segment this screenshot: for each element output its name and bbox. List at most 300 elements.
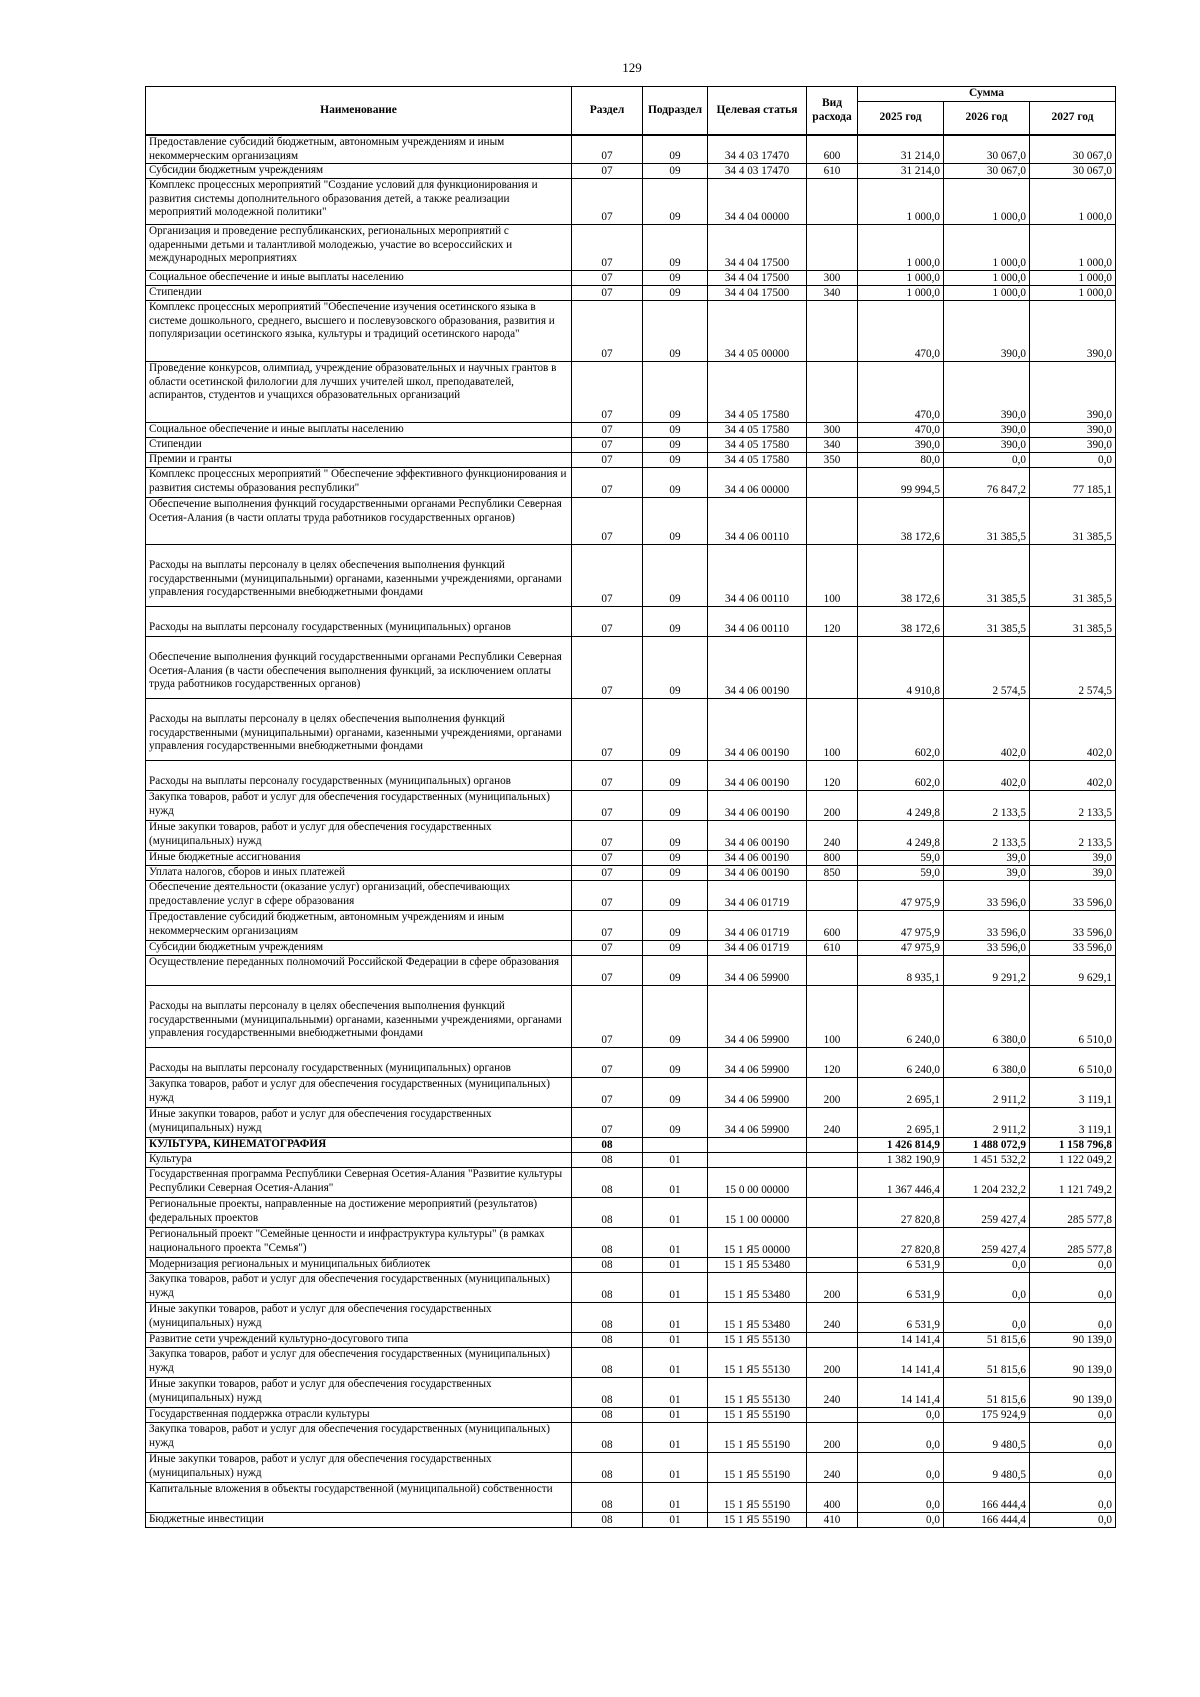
cell-name: Социальное обеспечение и иные выплаты населению [146,271,572,286]
cell-sum-2025: 31 214,0 [858,135,944,163]
cell-sum-2026: 0,0 [944,453,1030,468]
cell-podrazdel: 09 [643,866,708,881]
cell-sum-2027: 1 122 049,2 [1030,1153,1116,1168]
table-row [146,179,1116,225]
cell-celevaya-statya: 34 4 06 59900 [708,1078,807,1108]
table-row [146,164,1116,179]
cell-razdel: 08 [572,1333,643,1348]
table-row [146,866,1116,881]
cell-razdel: 07 [572,286,643,301]
cell-celevaya-statya: 15 1 Я5 55190 [708,1513,807,1528]
cell-vid-raskhoda: 100 [807,986,858,1048]
cell-vid-raskhoda: 340 [807,286,858,301]
cell-sum-2026: 1 000,0 [944,225,1030,271]
cell-name: Стипендии [146,438,572,453]
cell-sum-2027: 90 139,0 [1030,1378,1116,1408]
cell-sum-2027: 0,0 [1030,453,1116,468]
header-summa: Сумма [858,87,1116,102]
table-row [146,271,1116,286]
cell-sum-2025: 602,0 [858,761,944,791]
cell-celevaya-statya: 15 1 Я5 55130 [708,1378,807,1408]
cell-sum-2025: 1 000,0 [858,179,944,225]
cell-razdel: 07 [572,941,643,956]
table-row [146,1168,1116,1198]
cell-podrazdel: 09 [643,545,708,607]
cell-podrazdel: 09 [643,438,708,453]
cell-vid-raskhoda: 200 [807,1273,858,1303]
cell-razdel: 07 [572,225,643,271]
cell-name: Бюджетные инвестиции [146,1513,572,1528]
cell-sum-2027: 402,0 [1030,699,1116,761]
cell-sum-2025: 1 426 814,9 [858,1138,944,1153]
cell-podrazdel: 09 [643,1078,708,1108]
cell-sum-2025: 390,0 [858,438,944,453]
header-2027: 2027 год [1030,101,1116,135]
cell-sum-2027: 77 185,1 [1030,468,1116,498]
cell-sum-2026: 2 133,5 [944,821,1030,851]
cell-name: Иные закупки товаров, работ и услуг для обеспечения государственных (муниципальных) нужд [146,1303,572,1333]
cell-celevaya-statya: 34 4 06 59900 [708,1108,807,1138]
cell-podrazdel: 09 [643,1048,708,1078]
cell-vid-raskhoda: 100 [807,699,858,761]
cell-name: Комплекс процессных мероприятий " Обеспечение эффективного функционирования и развития системы образования республики" [146,468,572,498]
cell-sum-2025: 59,0 [858,866,944,881]
table-row [146,1378,1116,1408]
table-row [146,911,1116,941]
cell-name: Закупка товаров, работ и услуг для обеспечения государственных (муниципальных) нужд [146,1273,572,1303]
cell-vid-raskhoda: 200 [807,1078,858,1108]
cell-sum-2027: 285 577,8 [1030,1228,1116,1258]
cell-sum-2025: 14 141,4 [858,1333,944,1348]
cell-name: Иные закупки товаров, работ и услуг для обеспечения государственных (муниципальных) нужд [146,1453,572,1483]
cell-sum-2025: 4 910,8 [858,637,944,699]
cell-celevaya-statya: 34 4 05 00000 [708,301,807,362]
table-row [146,699,1116,761]
cell-name: Уплата налогов, сборов и иных платежей [146,866,572,881]
cell-celevaya-statya: 34 4 06 00190 [708,866,807,881]
cell-name: Региональные проекты, направленные на достижение мероприятий (результатов) федеральных проектов [146,1198,572,1228]
cell-sum-2027: 0,0 [1030,1408,1116,1423]
cell-name: Расходы на выплаты персоналу в целях обеспечения выполнения функций государственными (муниципальными) органами, казенными учреждениями, органами управления государственными внебюджетными фондами [146,986,572,1048]
cell-podrazdel: 01 [643,1153,708,1168]
cell-sum-2027: 39,0 [1030,866,1116,881]
cell-sum-2026: 0,0 [944,1273,1030,1303]
cell-sum-2025: 47 975,9 [858,941,944,956]
cell-celevaya-statya: 15 1 Я5 53480 [708,1258,807,1273]
cell-sum-2025: 1 000,0 [858,271,944,286]
cell-razdel: 08 [572,1303,643,1333]
cell-razdel: 08 [572,1258,643,1273]
cell-podrazdel: 09 [643,941,708,956]
table-row [146,1333,1116,1348]
cell-sum-2027: 2 133,5 [1030,791,1116,821]
cell-sum-2026: 1 451 532,2 [944,1153,1030,1168]
cell-vid-raskhoda: 300 [807,271,858,286]
cell-name: Капитальные вложения в объекты государственной (муниципальной) собственности [146,1483,572,1513]
cell-razdel: 07 [572,1108,643,1138]
cell-podrazdel: 01 [643,1198,708,1228]
cell-razdel: 07 [572,423,643,438]
cell-podrazdel: 09 [643,821,708,851]
cell-sum-2027: 402,0 [1030,761,1116,791]
table-row [146,761,1116,791]
cell-name: Иные бюджетные ассигнования [146,851,572,866]
cell-sum-2026: 51 815,6 [944,1378,1030,1408]
cell-celevaya-statya: 34 4 06 00110 [708,607,807,637]
cell-podrazdel: 01 [643,1423,708,1453]
cell-podrazdel: 01 [643,1408,708,1423]
cell-razdel: 07 [572,453,643,468]
cell-razdel: 08 [572,1408,643,1423]
cell-razdel: 07 [572,881,643,911]
cell-podrazdel: 09 [643,607,708,637]
table-row [146,1423,1116,1453]
cell-name: Предоставление субсидий бюджетным, автономным учреждениям и иным некоммерческим организациям [146,135,572,163]
cell-podrazdel: 01 [643,1483,708,1513]
cell-podrazdel: 09 [643,271,708,286]
table-row [146,821,1116,851]
table-row [146,791,1116,821]
cell-sum-2027: 2 574,5 [1030,637,1116,699]
cell-podrazdel: 01 [643,1378,708,1408]
cell-podrazdel: 09 [643,468,708,498]
header-celevaya-statya: Целевая статья [708,87,807,136]
cell-name: Организация и проведение республиканских, региональных мероприятий с одаренными детьми и талантливой молодежью, участие во всероссийских и международных мероприятиях [146,225,572,271]
cell-razdel: 07 [572,791,643,821]
cell-celevaya-statya: 15 1 Я5 55190 [708,1408,807,1423]
cell-celevaya-statya: 34 4 06 00190 [708,761,807,791]
budget-table [145,86,1116,1528]
cell-vid-raskhoda: 340 [807,438,858,453]
cell-name: Иные закупки товаров, работ и услуг для обеспечения государственных (муниципальных) нужд [146,1378,572,1408]
cell-name: КУЛЬТУРА, КИНЕМАТОГРАФИЯ [146,1138,572,1153]
cell-name: Закупка товаров, работ и услуг для обеспечения государственных (муниципальных) нужд [146,791,572,821]
cell-sum-2026: 9 480,5 [944,1453,1030,1483]
table-row [146,453,1116,468]
cell-sum-2027: 39,0 [1030,851,1116,866]
table-row [146,986,1116,1048]
cell-celevaya-statya: 34 4 03 17470 [708,135,807,163]
cell-celevaya-statya: 15 1 Я5 55190 [708,1483,807,1513]
cell-sum-2027: 33 596,0 [1030,881,1116,911]
cell-sum-2025: 6 531,9 [858,1273,944,1303]
cell-sum-2026: 33 596,0 [944,941,1030,956]
cell-razdel: 07 [572,1078,643,1108]
cell-sum-2027: 0,0 [1030,1423,1116,1453]
cell-sum-2025: 38 172,6 [858,498,944,545]
cell-podrazdel: 09 [643,699,708,761]
cell-vid-raskhoda: 800 [807,851,858,866]
cell-razdel: 07 [572,761,643,791]
cell-sum-2026: 33 596,0 [944,881,1030,911]
cell-vid-raskhoda: 240 [807,1453,858,1483]
cell-razdel: 08 [572,1198,643,1228]
cell-celevaya-statya: 34 4 05 17580 [708,453,807,468]
cell-celevaya-statya: 34 4 05 17580 [708,438,807,453]
cell-sum-2025: 27 820,8 [858,1198,944,1228]
cell-razdel: 08 [572,1378,643,1408]
cell-razdel: 07 [572,821,643,851]
cell-sum-2027: 6 510,0 [1030,1048,1116,1078]
cell-celevaya-statya: 34 4 06 59900 [708,986,807,1048]
table-row [146,1273,1116,1303]
cell-vid-raskhoda: 240 [807,821,858,851]
cell-razdel: 07 [572,607,643,637]
cell-sum-2026: 2 911,2 [944,1078,1030,1108]
cell-sum-2027: 90 139,0 [1030,1333,1116,1348]
cell-sum-2026: 1 000,0 [944,271,1030,286]
cell-sum-2026: 390,0 [944,423,1030,438]
cell-celevaya-statya: 34 4 05 17580 [708,423,807,438]
cell-podrazdel: 09 [643,164,708,179]
cell-name: Развитие сети учреждений культурно-досугового типа [146,1333,572,1348]
cell-podrazdel: 09 [643,423,708,438]
cell-vid-raskhoda: 610 [807,164,858,179]
table-row [146,225,1116,271]
cell-sum-2026: 175 924,9 [944,1408,1030,1423]
cell-sum-2025: 38 172,6 [858,607,944,637]
cell-sum-2025: 0,0 [858,1483,944,1513]
cell-sum-2027: 31 385,5 [1030,607,1116,637]
cell-sum-2025: 0,0 [858,1408,944,1423]
cell-sum-2027: 285 577,8 [1030,1198,1116,1228]
cell-vid-raskhoda [807,468,858,498]
cell-podrazdel: 09 [643,453,708,468]
cell-celevaya-statya: 34 4 04 17500 [708,225,807,271]
cell-sum-2027: 1 121 749,2 [1030,1168,1116,1198]
cell-sum-2026: 0,0 [944,1258,1030,1273]
table-row [146,1483,1116,1513]
cell-sum-2025: 47 975,9 [858,911,944,941]
cell-razdel: 08 [572,1273,643,1303]
header-2026: 2026 год [944,101,1030,135]
cell-podrazdel: 09 [643,286,708,301]
cell-sum-2025: 47 975,9 [858,881,944,911]
cell-podrazdel: 09 [643,881,708,911]
cell-name: Осуществление переданных полномочий Российской Федерации в сфере образования [146,956,572,986]
cell-sum-2027: 1 000,0 [1030,271,1116,286]
table-row [146,1078,1116,1108]
cell-sum-2026: 166 444,4 [944,1483,1030,1513]
cell-sum-2027: 390,0 [1030,301,1116,362]
cell-name: Комплекс процессных мероприятий "Создание условий для функционирования и развития системы дополнительного образования детей, а также реализации мероприятий молодежной политики" [146,179,572,225]
cell-razdel: 08 [572,1423,643,1453]
cell-celevaya-statya [708,1138,807,1153]
table-row [146,1138,1116,1153]
cell-sum-2025: 6 240,0 [858,986,944,1048]
cell-celevaya-statya: 15 1 Я5 55190 [708,1453,807,1483]
header-vid-raskhoda: Вид расхода [807,87,858,136]
cell-celevaya-statya: 34 4 06 00190 [708,851,807,866]
cell-celevaya-statya: 15 1 00 00000 [708,1198,807,1228]
cell-sum-2027: 9 629,1 [1030,956,1116,986]
cell-razdel: 07 [572,986,643,1048]
cell-sum-2027: 1 000,0 [1030,225,1116,271]
cell-vid-raskhoda: 120 [807,607,858,637]
cell-razdel: 08 [572,1138,643,1153]
cell-razdel: 08 [572,1483,643,1513]
cell-celevaya-statya: 34 4 06 00190 [708,821,807,851]
table-row [146,1453,1116,1483]
table-row [146,1408,1116,1423]
cell-sum-2025: 2 695,1 [858,1078,944,1108]
cell-razdel: 08 [572,1153,643,1168]
cell-sum-2026: 1 204 232,2 [944,1168,1030,1198]
cell-sum-2025: 59,0 [858,851,944,866]
cell-name: Проведение конкурсов, олимпиад, учреждение образовательных и научных грантов в области осетинской филологии для лучших учителей школ, преподавателей, аспирантов, студентов и учащихся образовательных организаций [146,362,572,423]
cell-sum-2025: 602,0 [858,699,944,761]
cell-razdel: 07 [572,637,643,699]
page-number: 129 [622,60,642,75]
cell-vid-raskhoda [807,498,858,545]
cell-sum-2026: 2 574,5 [944,637,1030,699]
cell-celevaya-statya: 34 4 06 01719 [708,911,807,941]
cell-name: Расходы на выплаты персоналу в целях обеспечения выполнения функций государственными (муниципальными) органами, казенными учреждениями, органами управления государственными внебюджетными фондами [146,545,572,607]
header-2025: 2025 год [858,101,944,135]
cell-name: Обеспечение деятельности (оказание услуг) организаций, обеспечивающих предоставление услуг в сфере образования [146,881,572,911]
table-row [146,286,1116,301]
cell-sum-2025: 80,0 [858,453,944,468]
cell-sum-2026: 31 385,5 [944,607,1030,637]
cell-razdel: 07 [572,135,643,163]
cell-sum-2025: 6 531,9 [858,1303,944,1333]
cell-sum-2027: 90 139,0 [1030,1348,1116,1378]
cell-podrazdel: 01 [643,1513,708,1528]
cell-podrazdel: 09 [643,911,708,941]
cell-celevaya-statya: 15 0 00 00000 [708,1168,807,1198]
cell-celevaya-statya: 34 4 03 17470 [708,164,807,179]
cell-sum-2026: 2 911,2 [944,1108,1030,1138]
cell-name: Субсидии бюджетным учреждениям [146,164,572,179]
cell-podrazdel: 01 [643,1168,708,1198]
cell-sum-2026: 166 444,4 [944,1513,1030,1528]
cell-sum-2026: 0,0 [944,1303,1030,1333]
cell-podrazdel: 09 [643,1108,708,1138]
cell-celevaya-statya: 34 4 06 59900 [708,1048,807,1078]
cell-podrazdel: 09 [643,986,708,1048]
cell-sum-2025: 99 994,5 [858,468,944,498]
cell-sum-2026: 390,0 [944,362,1030,423]
cell-sum-2026: 39,0 [944,851,1030,866]
cell-sum-2026: 402,0 [944,699,1030,761]
cell-razdel: 07 [572,545,643,607]
cell-vid-raskhoda: 240 [807,1378,858,1408]
cell-sum-2025: 1 382 190,9 [858,1153,944,1168]
cell-sum-2026: 259 427,4 [944,1228,1030,1258]
cell-sum-2027: 1 158 796,8 [1030,1138,1116,1153]
cell-name: Модернизация региональных и муниципальных библиотек [146,1258,572,1273]
cell-sum-2027: 390,0 [1030,362,1116,423]
cell-vid-raskhoda: 610 [807,941,858,956]
cell-sum-2025: 6 531,9 [858,1258,944,1273]
table-row [146,1228,1116,1258]
cell-vid-raskhoda: 350 [807,453,858,468]
cell-razdel: 07 [572,362,643,423]
table-body [146,135,1116,1527]
cell-sum-2026: 39,0 [944,866,1030,881]
cell-razdel: 07 [572,179,643,225]
cell-celevaya-statya: 34 4 06 00190 [708,637,807,699]
cell-name: Государственная поддержка отрасли культуры [146,1408,572,1423]
cell-name: Комплекс процессных мероприятий "Обеспечение изучения осетинского языка в системе дошкольного, среднего, высшего и послевузовского образования, развития и популяризации осетинского языка, культуры и традиций осетинского народа" [146,301,572,362]
cell-razdel: 08 [572,1348,643,1378]
cell-sum-2027: 0,0 [1030,1303,1116,1333]
cell-razdel: 08 [572,1228,643,1258]
header-razdel: Раздел [572,87,643,136]
cell-name: Обеспечение выполнения функций государственными органами Республики Северная Осетия-Алания (в части оплаты труда работников государственных органов) [146,498,572,545]
cell-celevaya-statya: 34 4 06 00110 [708,545,807,607]
cell-name: Иные закупки товаров, работ и услуг для обеспечения государственных (муниципальных) нужд [146,1108,572,1138]
cell-name: Обеспечение выполнения функций государственными органами Республики Северная Осетия-Алания (в части обеспечения выполнения функций, за исключением оплаты труда работников государственных органов) [146,637,572,699]
cell-razdel: 07 [572,956,643,986]
table-row [146,135,1116,163]
table-row [146,1348,1116,1378]
cell-vid-raskhoda [807,1138,858,1153]
cell-sum-2026: 30 067,0 [944,164,1030,179]
cell-sum-2025: 470,0 [858,423,944,438]
cell-name: Премии и гранты [146,453,572,468]
cell-sum-2027: 1 000,0 [1030,286,1116,301]
cell-name: Социальное обеспечение и иные выплаты населению [146,423,572,438]
cell-podrazdel: 01 [643,1303,708,1333]
cell-sum-2026: 1 000,0 [944,286,1030,301]
cell-sum-2025: 14 141,4 [858,1378,944,1408]
cell-razdel: 07 [572,851,643,866]
cell-name: Государственная программа Республики Северная Осетия-Алания "Развитие культуры Республики Северная Осетия-Алания" [146,1168,572,1198]
cell-sum-2027: 2 133,5 [1030,821,1116,851]
cell-vid-raskhoda: 240 [807,1303,858,1333]
cell-razdel: 08 [572,1513,643,1528]
table-row [146,498,1116,545]
cell-sum-2025: 1 000,0 [858,286,944,301]
cell-sum-2026: 1 000,0 [944,179,1030,225]
cell-sum-2025: 0,0 [858,1513,944,1528]
cell-vid-raskhoda [807,225,858,271]
cell-vid-raskhoda: 850 [807,866,858,881]
cell-vid-raskhoda: 240 [807,1108,858,1138]
cell-celevaya-statya [708,1153,807,1168]
cell-vid-raskhoda [807,1333,858,1348]
cell-celevaya-statya: 34 4 06 00190 [708,699,807,761]
table-row [146,607,1116,637]
cell-podrazdel: 09 [643,791,708,821]
cell-sum-2027: 33 596,0 [1030,941,1116,956]
cell-podrazdel: 09 [643,135,708,163]
cell-podrazdel: 09 [643,498,708,545]
table-row [146,1513,1116,1528]
cell-sum-2027: 30 067,0 [1030,135,1116,163]
cell-sum-2025: 31 214,0 [858,164,944,179]
cell-vid-raskhoda: 200 [807,791,858,821]
table-row [146,1198,1116,1228]
cell-sum-2026: 76 847,2 [944,468,1030,498]
table-row [146,1258,1116,1273]
table-row [146,851,1116,866]
cell-sum-2027: 0,0 [1030,1513,1116,1528]
cell-podrazdel: 09 [643,851,708,866]
table-row [146,1153,1116,1168]
cell-vid-raskhoda: 200 [807,1423,858,1453]
cell-razdel: 07 [572,866,643,881]
cell-sum-2026: 51 815,6 [944,1348,1030,1378]
cell-sum-2026: 31 385,5 [944,498,1030,545]
table-row [146,1048,1116,1078]
cell-celevaya-statya: 15 1 Я5 53480 [708,1273,807,1303]
cell-name: Субсидии бюджетным учреждениям [146,941,572,956]
cell-celevaya-statya: 34 4 05 17580 [708,362,807,423]
cell-sum-2025: 6 240,0 [858,1048,944,1078]
cell-sum-2026: 390,0 [944,438,1030,453]
